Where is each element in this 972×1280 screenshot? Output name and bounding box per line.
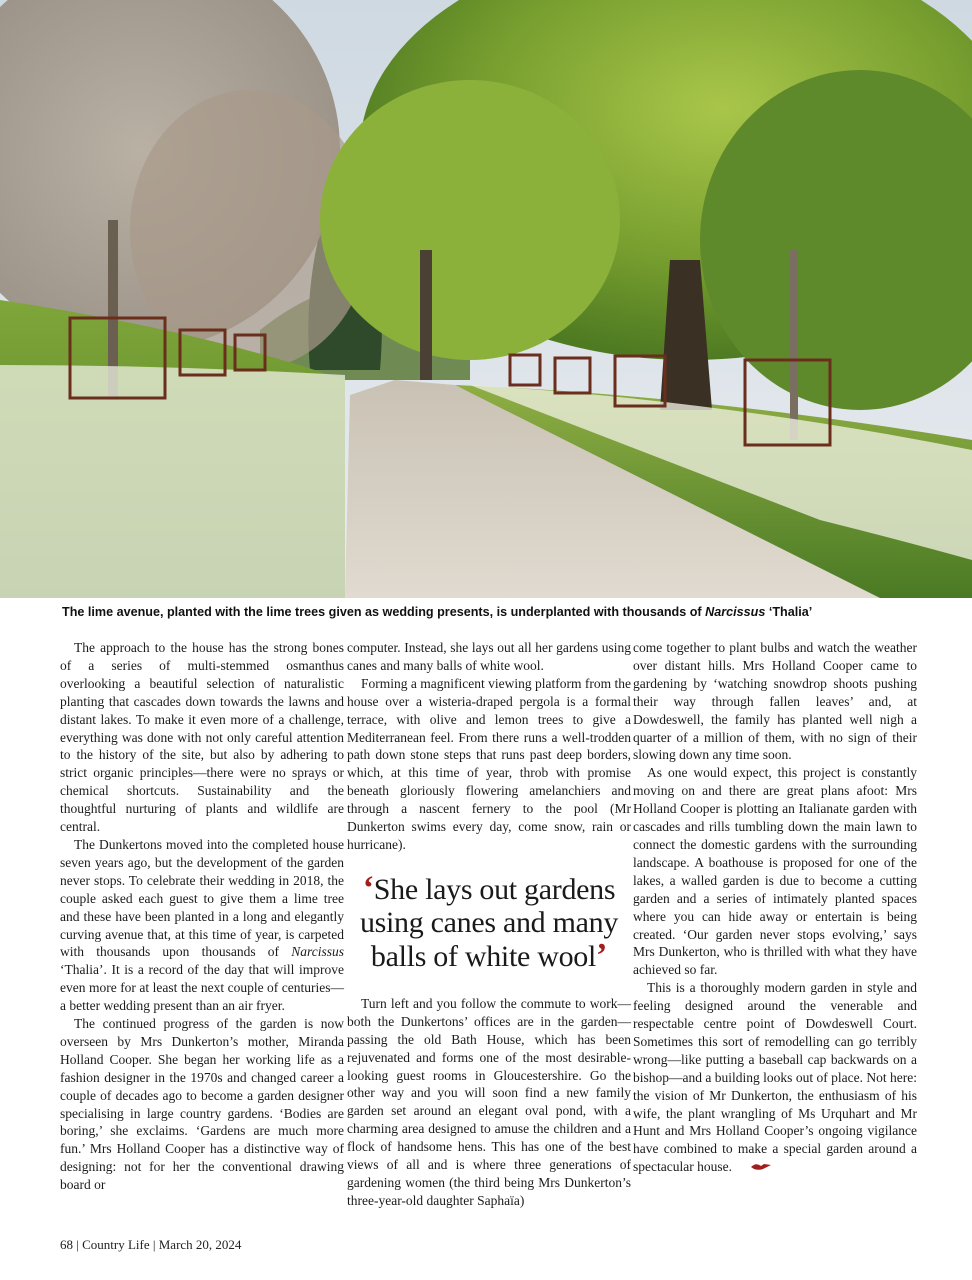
paragraph: Forming a magnificent viewing platform from the house over a wisteria-draped pergola is a formal terrace, with olive and lemon trees to give a Mediterranean feel. From there runs a well-trodden path down stone steps that runs past deep borders, which, at this time of year, throb with promise beneath gloriously flowering amelanchiers and through a nascent fernery to the pool (Mr Dunkerton swims every day, come snow, rain or hurricane). [347,675,631,852]
footer-separator: | [73,1237,83,1252]
pull-quote-close-mark: ’ [596,936,608,974]
page-number: 68 [60,1237,73,1252]
issue-date: March 20, 2024 [158,1237,242,1252]
article-column-3 [633,639,917,1177]
paragraph [60,836,344,1015]
paragraph: The continued progress of the garden is now overseen by Mrs Dunkerton’s mother, Miranda Holland Cooper. She began her working life as a fashion designer in the 1970s and changed career a couple of decades ago to become a garden designer specialising in large country gardens. ‘Bodies are boring,’ she exclaims. ‘Gardens are much more fun.’ Mrs Holland Cooper has a distinctive way of designing: not for her the conventional drawing board or [60,1016,344,1193]
article-column-2 [347,639,631,1210]
paragraph: computer. Instead, she lays out all her gardens using canes and many balls of white wool. [347,640,631,673]
paragraph [633,979,917,1177]
pull-quote-open-mark: ‘ [362,869,374,907]
pull-quote-text: She lays out gardens using canes and many balls of white wool [359,872,619,973]
paragraph-text: This is a thoroughly modern garden in style and feeling designed around the venerable and respectable centre point of Dowdeswell Court. Sometimes this sort of remodelling can go terribly wrong—like putting a baseball cap backwards on a bishop—and a building looks out of place. Not here: the vision of Mr Dunkerton, the enthusiasm of his wife, the plant wrangling of Ms Urquhart and Mr Hunt and Mrs Holland Cooper’s ongoing vigilance have combined to make a special garden around a spectacular house. [633,980,917,1175]
lime-avenue-photo [0,0,972,598]
page-footer [60,1237,241,1253]
caption-text: The lime avenue, planted with the lime trees given as wedding presents, is underplanted with thousands of [62,605,706,619]
magazine-name: Country Life [82,1237,150,1252]
paragraph: come together to plant bulbs and watch the weather over distant hills. Mrs Holland Cooper came to gardening by ‘watching snowdrop shoots pushing their way through fallen leaves’ and, at Dowdeswell, the family has planted well nigh a quarter of a million of them, with no sign of their slowing down any time soon. [633,640,917,763]
paragraph: Turn left and you follow the commute to work—both the Dunkertons’ offices are in the garden—passing the old Bath House, which has been rejuvenated and forms one of the most desirable-looking guest rooms in Gloucestershire. Go the other way and you will soon find a new family garden set around an elegant oval pond, with a charming area designed to amuse the children and a flock of handsome hens. This has one of the best views of all and is where three generations of gardening women (the third being Mrs Dunkerton’s three-year-old daughter Saphaïa) [347,995,631,1208]
caption-italic-name: Narcissus [705,605,766,619]
photo-illustration [0,0,972,598]
photo-caption [62,603,962,621]
paragraph: As one would expect, this project is constantly moving on and there are great plans afoot: Mrs Holland Cooper is plotting an Italianate garden with cascades and rills tumbling down the main lawn to connect the domestic gardens with the surrounding landscape. A boathouse is proposed for one of the lakes, a walled garden is due to become a cutting garden and a series of intimately planted spaces where you can hide away or entertain is being created. ‘Our garden never stops evolving,’ says Mrs Dunkerton, who is thrilled with what they have achieved so far. [633,765,917,978]
article-column-1 [60,639,344,1194]
paragraph-text: ‘Thalia’. It is a record of the day that will improve even more for at least the next couple of centuries—a better wedding present than an air fryer. [60,962,344,1014]
paragraph-italic-name: Narcissus [291,944,345,960]
paragraph: The approach to the house has the strong bones of a series of multi-stemmed osmanthus overlooking a beautiful selection of naturalistic planting that cascades down towards the lawns and distant lakes. To make it even more of a challenge, everything was done with not only careful attention to the history of the site, but also by adhering to strict organic principles—there were no sprays or chemical shortcuts. Sustainability and the thoughtful nurturing of plants and wildlife are central. [60,640,344,835]
pull-quote [347,869,631,974]
footer-separator: | [149,1237,159,1252]
caption-text-end: ‘Thalia’ [765,605,813,619]
end-of-article-icon [736,1159,772,1177]
paragraph-text: The Dunkertons moved into the completed house seven years ago, but the development of the garden never stops. To celebrate their wedding in 2018, the couple asked each guest to give them a lime tree and these have been planted in a long and elegantly curving avenue that, at this time of year, is carpeted with thousands upon thousands of [60,836,344,960]
